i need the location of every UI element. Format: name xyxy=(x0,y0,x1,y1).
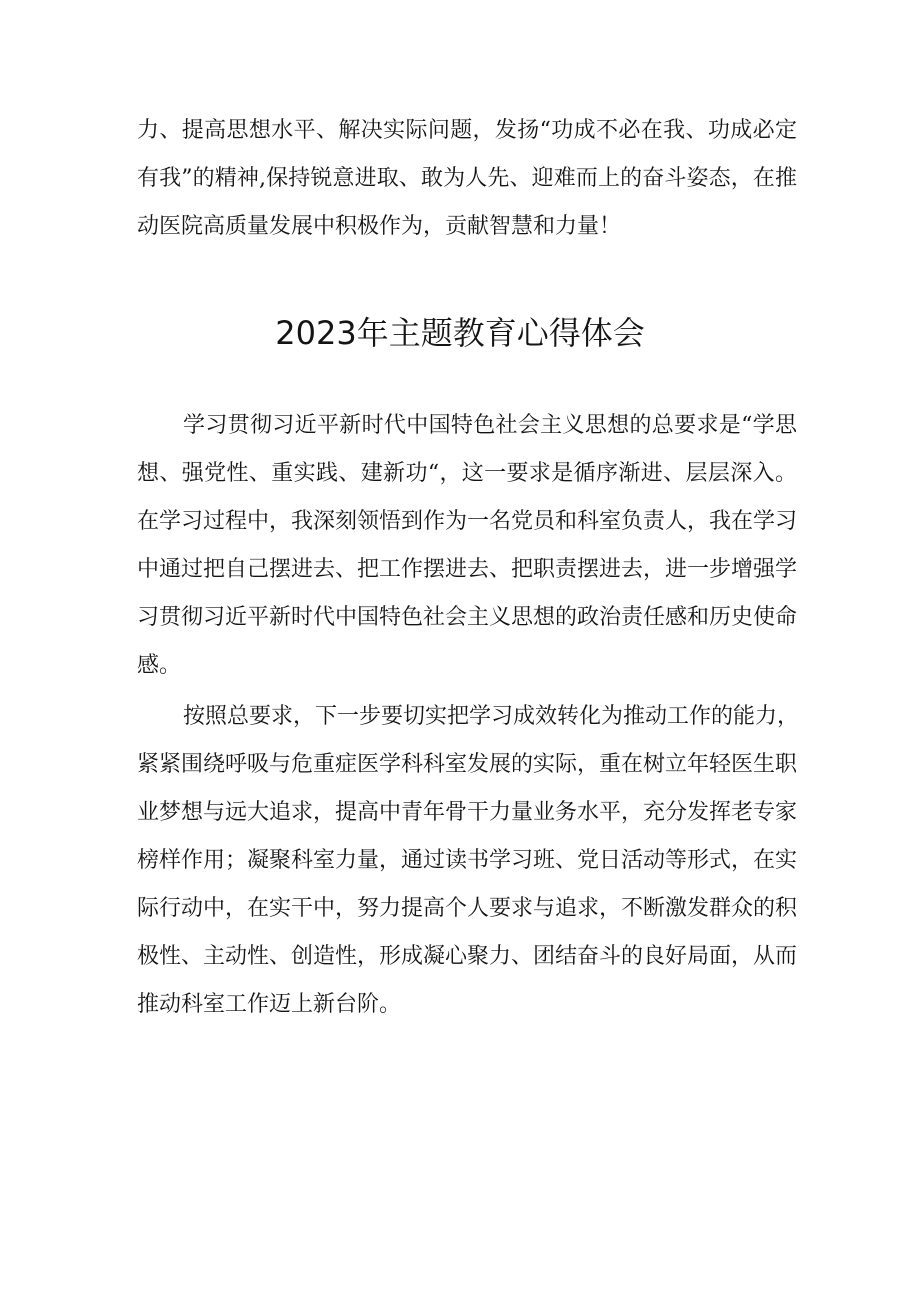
article-title: 2023年主题教育心得体会 xyxy=(275,314,645,352)
text-line: 际行动中，在实干中，努力提高个人要求与追求，不断激发群众的积 xyxy=(137,896,798,921)
text-line: 有我”的精神,保持锐意进取、敢为人先、迎难而上的奋斗姿态，在推 xyxy=(137,166,797,191)
text-line: 想、强党性、重实践、建新功“，这一要求是循序渐进、层层深入。 xyxy=(137,461,797,486)
text-line: 动医院高质量发展中积极作为，贡献智慧和力量！ xyxy=(137,214,622,239)
text-line: 业梦想与远大追求，提高中青年骨干力量业务水平，充分发挥老专家 xyxy=(137,800,798,825)
text-line: 推动科室工作迈上新台阶。 xyxy=(137,992,402,1017)
text-line: 榜样作用；凝聚科室力量，通过读书学习班、党日活动等形式，在实 xyxy=(137,848,798,873)
text-line: 紧紧围绕呼吸与危重症医学科科室发展的实际，重在树立年轻医生职 xyxy=(137,752,798,777)
text-line: 学习贯彻习近平新时代中国特色社会主义思想的总要求是“学思 xyxy=(183,413,797,438)
text-line: 按照总要求，下一步要切实把学习成效转化为推动工作的能力， xyxy=(183,704,800,729)
text-line: 极性、主动性、创造性，形成凝心聚力、团结奋斗的良好局面，从而 xyxy=(137,944,798,969)
text-line: 感。 xyxy=(137,653,182,678)
text-line: 习贯彻习近平新时代中国特色社会主义思想的政治责任感和历史使命 xyxy=(137,605,798,630)
text-line: 中通过把自己摆进去、把工作摆进去、把职责摆进去，进一步增强学 xyxy=(137,557,798,582)
text-line: 力、提高思想水平、解决实际问题，发扬“功成不必在我、功成必定 xyxy=(137,118,797,143)
text-line: 在学习过程中，我深刻领悟到作为一名党员和科室负责人，我在学习 xyxy=(137,509,798,534)
